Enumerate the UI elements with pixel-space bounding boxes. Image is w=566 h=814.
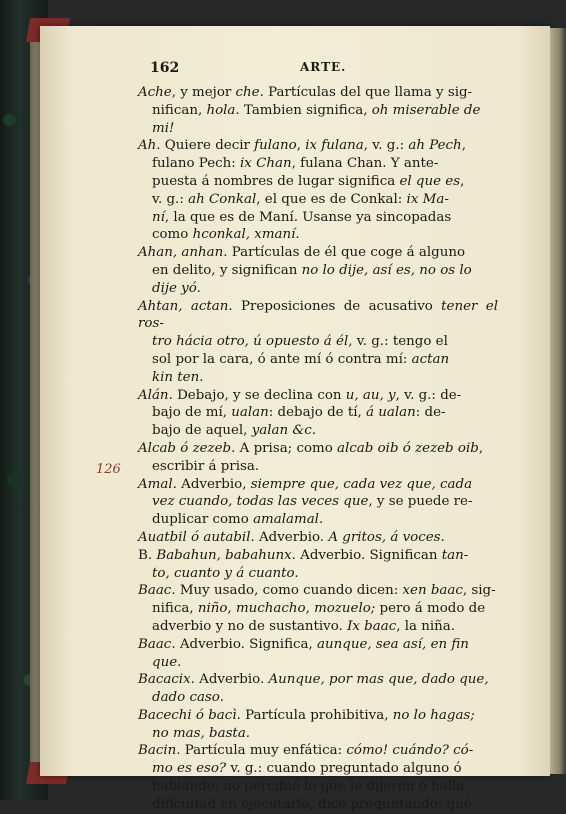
entry-text: . Tambien significa, — [235, 102, 372, 118]
entry-text: . Partícula muy enfática: — [176, 743, 347, 759]
entry-italic: tro hácia otro, ú opuesto á él — [152, 334, 349, 350]
entry-text: . Adverbio. — [250, 529, 329, 545]
entry-text: bajo de mí, — [152, 405, 232, 421]
entry-italic: tener el ros- — [138, 298, 498, 332]
headword: Baac — [138, 636, 172, 652]
entry-italic: mo es eso? — [152, 761, 227, 777]
entry-italic: no lo hagas; — [392, 707, 475, 723]
headword: Baac — [138, 583, 172, 599]
entry-text: . Adverbio. Significan — [291, 547, 442, 563]
entry-text: , sig- — [462, 583, 496, 599]
entry-italic: oh miserable de — [371, 102, 481, 118]
entry-text: v. g.: cuando preguntado alguno ó — [226, 761, 462, 777]
entry-italic: fulano — [254, 138, 297, 154]
entry-bacacix — [138, 671, 498, 707]
headword: Babahun, babahunx — [156, 547, 292, 563]
page-number: 162 — [150, 60, 180, 76]
entry-italic: Aunque, por mas que, dado que, — [268, 672, 489, 688]
entry-text: adverbio y no de sustantivo. — [152, 618, 348, 634]
headword: Bacin — [138, 743, 177, 759]
entry-italic: kin ten. — [152, 369, 204, 385]
entry-text: , — [478, 440, 484, 456]
entry-continuation — [138, 209, 498, 227]
entry-italic: amalamal. — [253, 512, 324, 528]
entry-italic: no mas, basta. — [152, 725, 251, 741]
entry-babahun — [138, 547, 498, 583]
headword: Alán — [138, 387, 169, 403]
entry-text: . Adverbio. Significa, — [171, 636, 318, 652]
entry-text: , fulana Chan. Y ante- — [291, 156, 439, 172]
entry-italic: actan — [411, 351, 450, 367]
entry-text: , la que es de Maní. Usanse ya sincopadas — [164, 209, 452, 225]
entry-text: pero á modo de — [375, 601, 486, 617]
entry-text: sol por la cara, ó ante mí ó contra mí: — [152, 351, 412, 367]
entry-text: nifican, — [152, 102, 207, 118]
entry-italic: che — [235, 85, 260, 100]
entry-text: v. g.: — [152, 191, 189, 207]
entry-text: fulano Pech: — [152, 156, 241, 172]
entry-text: . Partícula prohibitiva, — [236, 707, 393, 723]
entry-italic: ix fulana — [305, 138, 364, 154]
section-letter: B. — [138, 547, 157, 563]
entry-text: , el que es de Conkal: — [256, 191, 407, 207]
entry-continuation — [138, 511, 498, 529]
entry-continuation — [138, 226, 498, 244]
entry-continuation — [138, 155, 498, 173]
entry-italic: ualan — [231, 405, 269, 421]
entry-text: . Partículas del que llama y sig- — [259, 85, 473, 100]
entry-text: nifica, — [152, 601, 198, 617]
entry-text: , y se puede re- — [368, 494, 473, 510]
headword: Bacacix — [138, 672, 191, 688]
headword: Amal — [138, 476, 173, 492]
entry-italic: ah Conkal — [188, 191, 257, 207]
entry-italic: tan- — [441, 547, 469, 563]
entry-text: . Debajo, y se declina con — [168, 387, 346, 403]
entry-text: . Muy usado, como cuando dicen: — [171, 583, 403, 599]
entry-italic: el que es — [399, 173, 461, 189]
headword: Ache — [138, 85, 172, 100]
entry-italic: que. — [152, 654, 182, 670]
entry-text: duplicar como — [152, 512, 254, 528]
entry-ache — [138, 84, 498, 137]
headword: Ah — [138, 138, 157, 154]
page-header — [150, 60, 530, 80]
entry-ahan — [138, 244, 498, 297]
entry-italic: alcab oib ó zezeb oib — [337, 440, 479, 456]
entry-italic: to, cuanto y á cuanto. — [152, 565, 299, 581]
entry-text: bajo de aquel, — [152, 423, 252, 439]
headword: Alcab ó zezeb — [138, 440, 232, 456]
entry-continuation — [138, 760, 498, 778]
entry-text: . Partículas de él que coge á alguno — [223, 245, 466, 261]
entry-text: en delito, y significan — [152, 262, 302, 278]
entry-text: , la niña. — [396, 618, 456, 634]
entry-baac-2 — [138, 636, 498, 672]
running-title: ARTE. — [300, 60, 347, 74]
margin-annotation: 126 — [96, 462, 121, 477]
entry-italic: aunque, sea así, en fin — [317, 636, 469, 652]
dictionary-text — [138, 84, 498, 814]
entry-continuation — [138, 493, 498, 511]
entry-continuation — [138, 351, 498, 369]
entry-text: , — [461, 138, 466, 154]
entry-continuation — [138, 422, 498, 440]
entry-text: . Quiere decir — [156, 138, 255, 154]
entry-auatbil — [138, 529, 498, 547]
entry-ahtan — [138, 298, 498, 387]
entry-italic: A gritos, á voces. — [328, 529, 445, 545]
entry-text: , v. g.: de- — [395, 387, 462, 403]
entry-text: dificultad en ejecutarlo, dice preguntando: qué — [152, 796, 472, 812]
entry-italic: u, au, y — [345, 387, 396, 403]
headword: Ahtan, actan — [138, 298, 229, 314]
entry-continuation — [138, 404, 498, 422]
entry-text: escribir á prisa. — [152, 458, 260, 474]
entry-italic: niño, muchacho, mozuelo; — [197, 601, 376, 617]
entry-italic: á ualan — [366, 405, 416, 421]
entry-italic: dije yó. — [152, 280, 201, 296]
entry-italic: xen baac — [402, 583, 463, 599]
entry-text: puesta á nombres de lugar significa — [152, 173, 400, 189]
entry-text: . A prisa; como — [231, 440, 338, 456]
entry-italic: ní — [152, 209, 165, 225]
entry-baac — [138, 582, 498, 635]
headword: Ahan, anhan — [138, 245, 224, 261]
entry-text: , v. g.: tengo el — [348, 334, 448, 350]
entry-italic: Ix baac — [347, 618, 397, 634]
entry-italic: ix Ma- — [406, 191, 449, 207]
entry-italic: mi! — [152, 120, 175, 136]
entry-continuation — [138, 173, 498, 191]
entry-continuation — [138, 262, 498, 280]
entry-continuation — [138, 618, 498, 636]
entry-amal — [138, 476, 498, 529]
entry-alcab — [138, 440, 498, 476]
entry-text: . Preposiciones de acusativo — [228, 298, 442, 314]
entry-text: : debajo de tí, — [268, 405, 367, 421]
entry-italic: vez cuando, todas las veces que — [152, 494, 369, 510]
entry-italic: ix Chan — [240, 156, 292, 172]
entry-bacechi — [138, 707, 498, 743]
entry-alan — [138, 387, 498, 440]
entry-text: , — [296, 138, 306, 154]
entry-text: hablando, no percibió lo que le dijeron ó halla — [152, 779, 465, 795]
entry-text: , v. g.: — [363, 138, 409, 154]
entry-continuation — [138, 102, 498, 120]
entry-italic: hola — [206, 102, 236, 118]
entry-text: . Adverbio, — [172, 476, 251, 492]
entry-italic: cómo! cuándo? có- — [346, 743, 474, 759]
entry-italic: dado caso. — [152, 690, 224, 706]
entry-italic: hconkal, xmaní. — [192, 227, 300, 243]
entry-italic: yalan &c. — [251, 423, 317, 439]
headword: Bacechi ó bacì — [138, 707, 237, 723]
entry-ah — [138, 137, 498, 244]
entry-continuation — [138, 600, 498, 618]
entry-text: . Adverbio. — [190, 672, 269, 688]
page-edge-right — [550, 28, 566, 774]
entry-text: , y mejor — [171, 85, 236, 100]
entry-continuation — [138, 333, 498, 351]
entry-italic: ah Pech — [408, 138, 462, 154]
entry-text: , — [460, 173, 465, 189]
entry-text: como — [152, 227, 193, 243]
entry-text: : de- — [415, 405, 446, 421]
entry-continuation — [138, 191, 498, 209]
entry-italic: no lo dije, así es, no os lo — [301, 262, 472, 278]
entry-bacin — [138, 742, 498, 813]
headword: Auatbil ó autabil — [138, 529, 251, 545]
entry-italic: siempre que, cada vez que, cada — [250, 476, 473, 492]
